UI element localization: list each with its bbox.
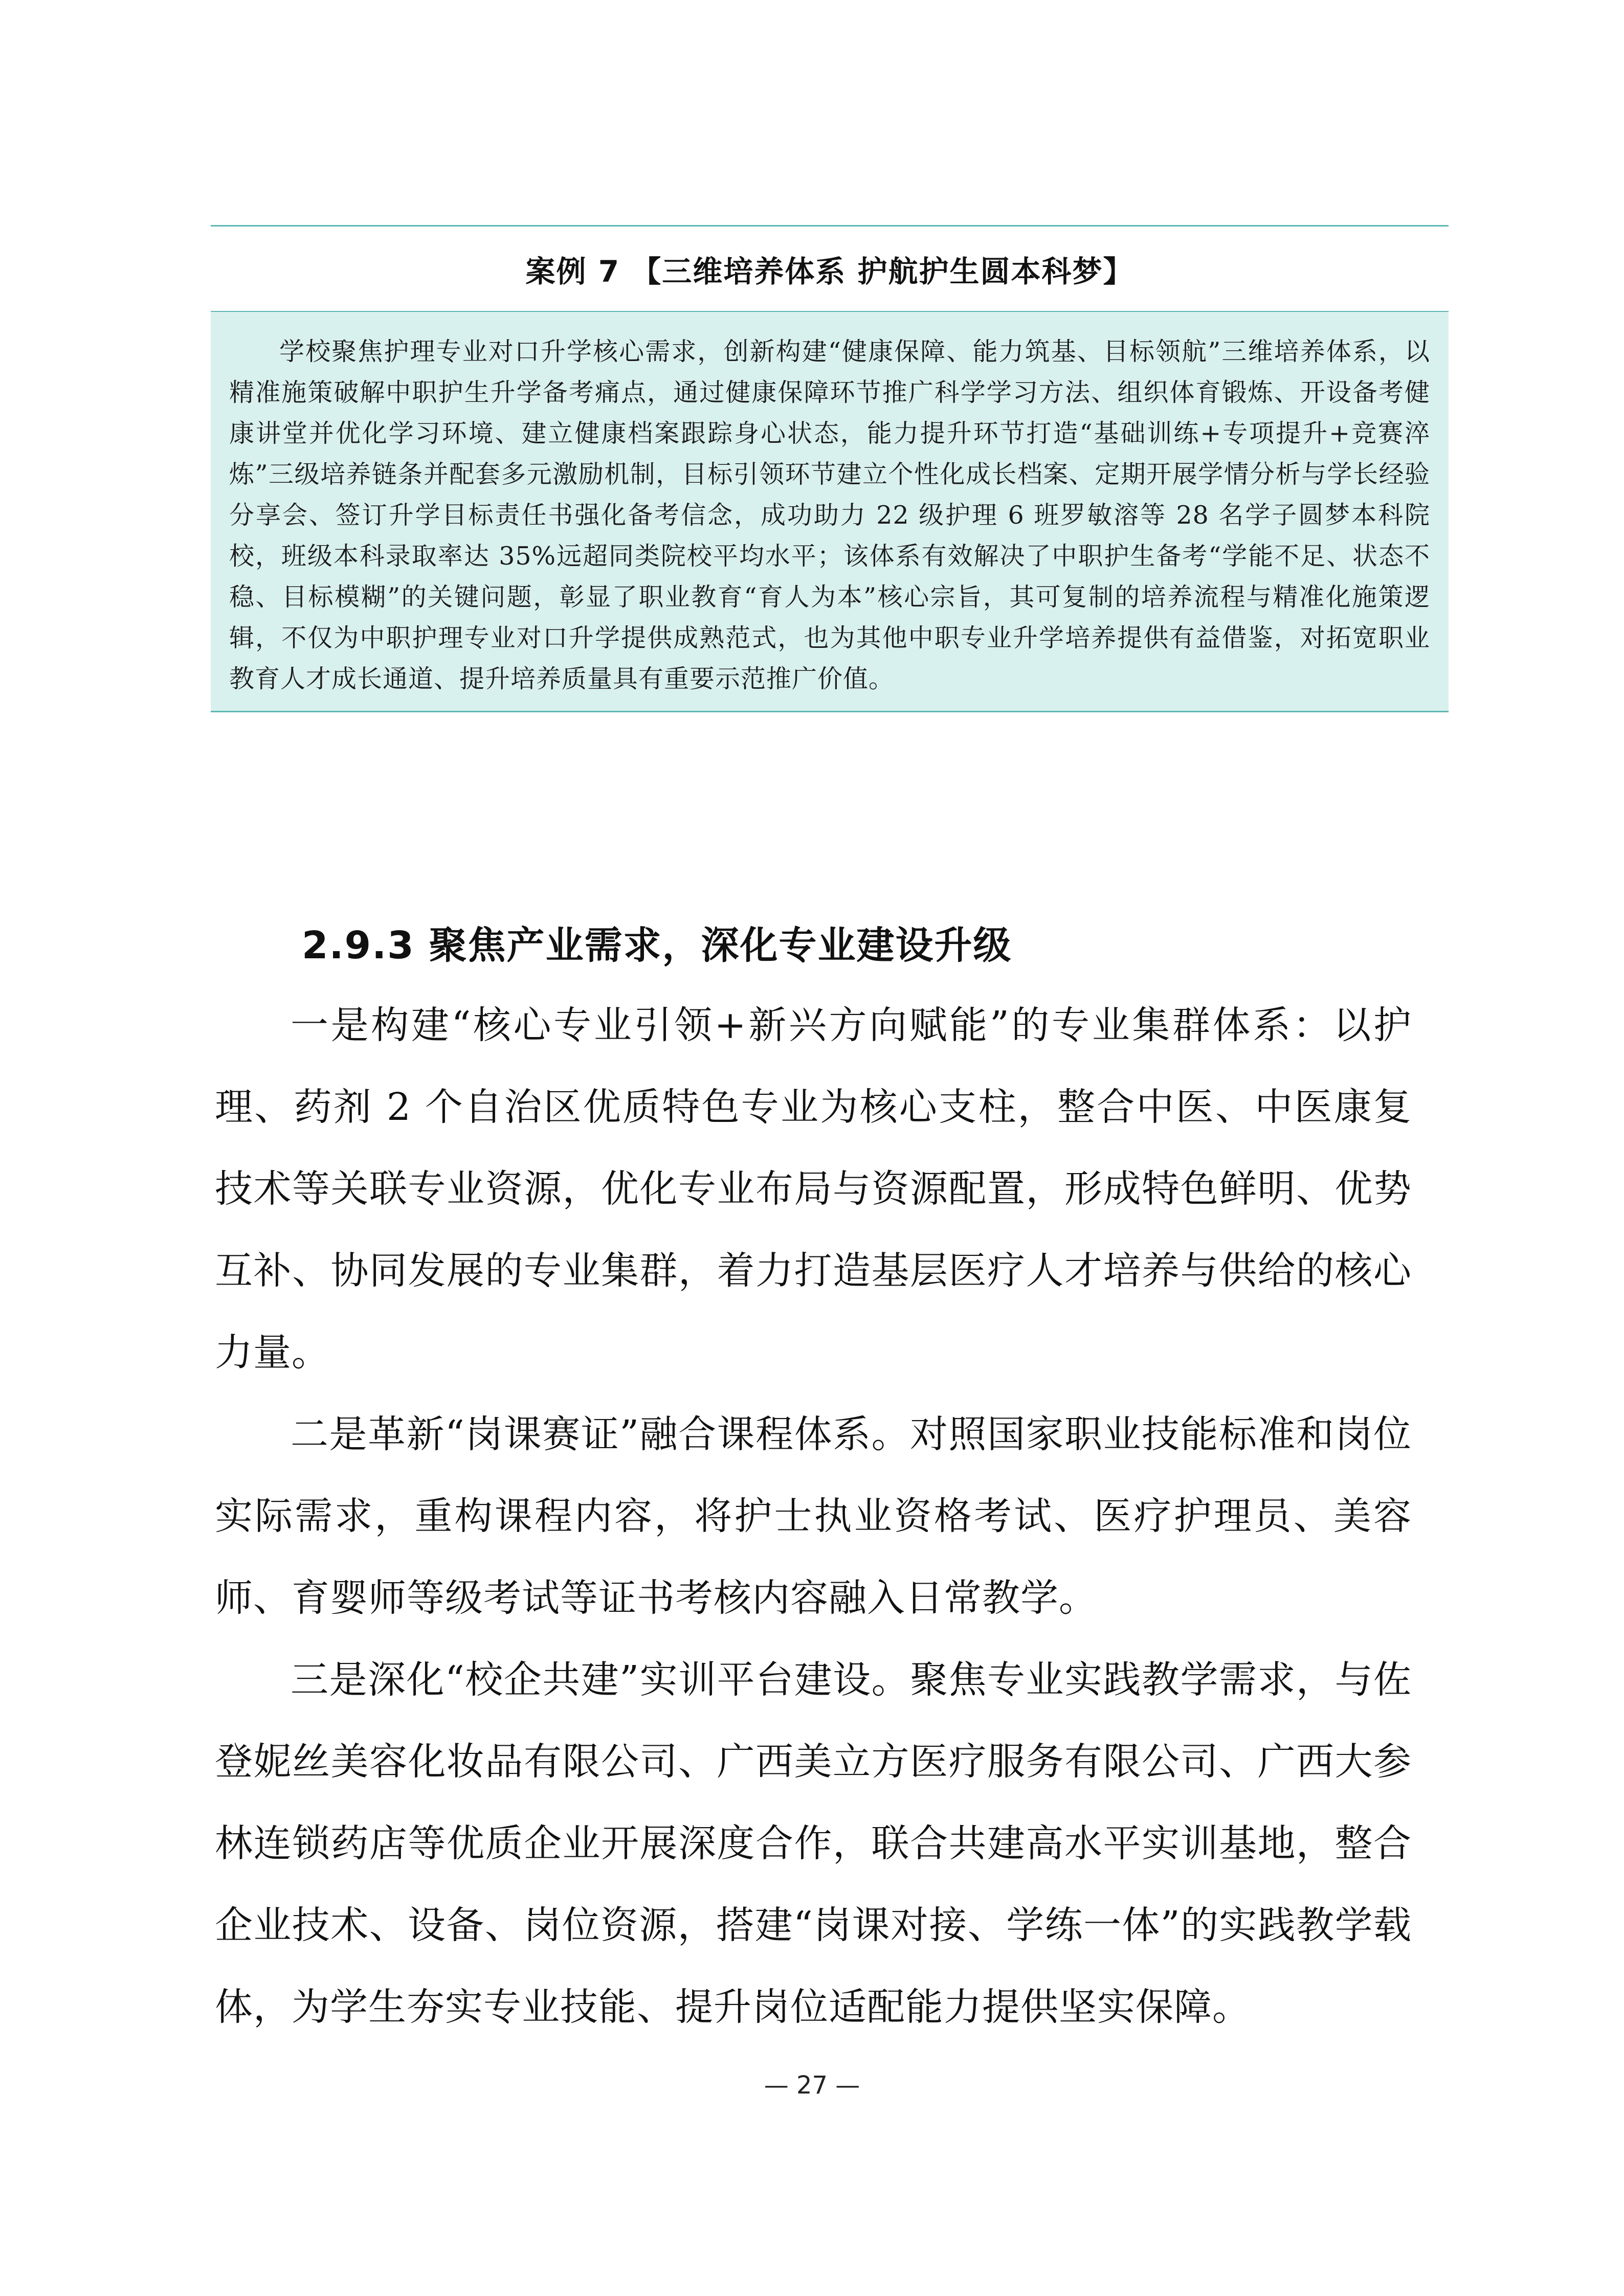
case-study-title: 案例 7 【三维培养体系 护航护生圆本科梦】 <box>211 227 1449 312</box>
paragraph: 三是深化“校企共建”实训平台建设。聚焦专业实践教学需求，与佐登妮丝美容化妆品有限公司、广西美立方医疗服务有限公司、广西大参林连锁药店等优质企业开展深度合作，联合共建高水平实训基地，整合企业技术、设备、岗位资源，搭建“岗课对接、学练一体”的实践教学载体，为学生夯实专业技能、提升岗位适配能力提供坚实保障。 <box>215 1658 1412 2029</box>
section-body <box>215 984 1412 2048</box>
paragraph: 二是革新“岗课赛证”融合课程体系。对照国家职业技能标准和岗位实际需求，重构课程内容，将护士执业资格考试、医疗护理员、美容师、育婴师等级考试等证书考核内容融入日常教学。 <box>215 1412 1412 1620</box>
case-study-box <box>211 225 1449 712</box>
section-heading: 2.9.3 聚焦产业需求，深化专业建设升级 <box>302 924 1012 967</box>
case-study-body: 学校聚焦护理专业对口升学核心需求，创新构建“健康保障、能力筑基、目标领航”三维培养体系，以精准施策破解中职护生升学备考痛点，通过健康保障环节推广科学学习方法、组织体育锻炼、开设备考健康讲堂并优化学习环境、建立健康档案跟踪身心状态，能力提升环节打造“基础训练+专项提升+竞赛淬炼”三级培养链条并配套多元激励机制，目标引领环节建立个性化成长档案、定期开展学情分析与学长经验分享会、签订升学目标责任书强化备考信念，成功助力 22 级护理 6 班罗敏溶等 28 名学子圆梦本科院校，班级本科录取率达 35%远超同类院校平均水平；该体系有效解决了中职护生备考“学能不足、状态不稳、目标模糊”的关键问题，彰显了职业教育“育人为本”核心宗旨，其可复制的培养流程与精准化施策逻辑，不仅为中职护理专业对口升学提供成熟范式，也为其他中职专业升学培养提供有益借鉴，对拓宽职业教育人才成长通道、提升培养质量具有重要示范推广价值。 <box>211 312 1449 711</box>
paragraph: 一是构建“核心专业引领+新兴方向赋能”的专业集群体系：以护理、药剂 2 个自治区优质特色专业为核心支柱，整合中医、中医康复技术等关联专业资源，优化专业布局与资源配置，形成特色鲜明、优势互补、协同发展的专业集群，着力打造基层医疗人才培养与供给的核心力量。 <box>215 1003 1412 1375</box>
page-number: — 27 — <box>764 2071 860 2100</box>
